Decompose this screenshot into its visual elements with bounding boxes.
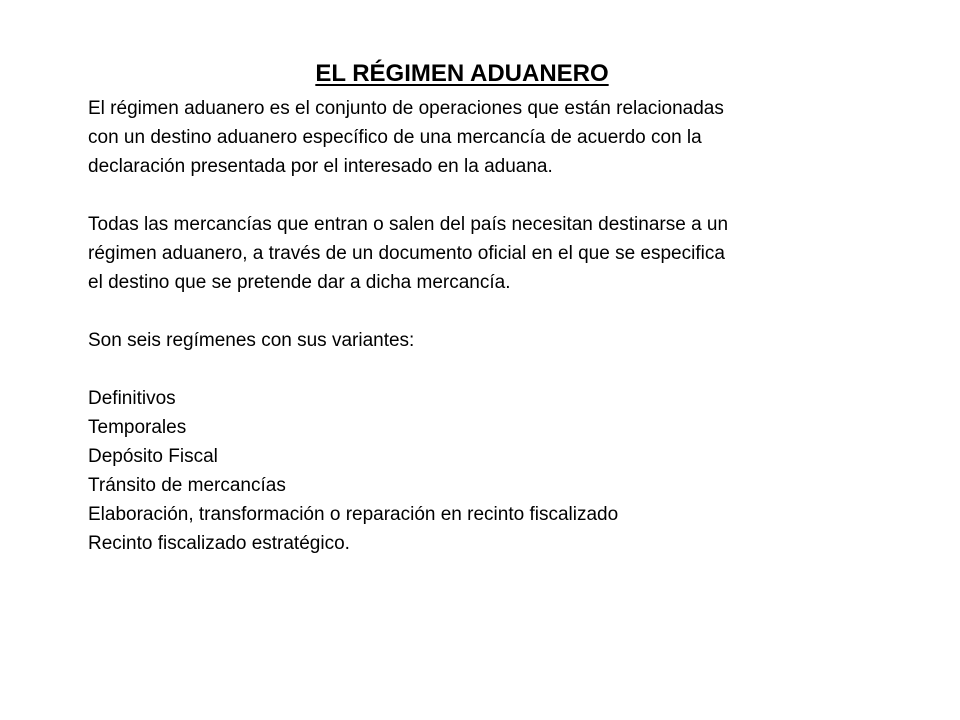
text-line: Son seis regímenes con sus variantes:	[88, 330, 415, 351]
list-item: Elaboración, transformación o reparación en recinto fiscalizado	[88, 504, 619, 525]
list-item: Tránsito de mercancías	[88, 475, 286, 496]
text-line: declaración presentada por el interesado en la aduana.	[88, 156, 553, 177]
text-line: Todas las mercancías que entran o salen del país necesitan destinarse a un	[88, 214, 729, 235]
list-item: Definitivos	[88, 388, 176, 409]
list-item: Temporales	[88, 417, 187, 438]
paragraph-intro-list	[88, 326, 888, 355]
slide-title: EL RÉGIMEN ADUANERO	[315, 60, 609, 87]
text-line: el destino que se pretende dar a dicha mercancía.	[88, 272, 511, 293]
text-line: El régimen aduanero es el conjunto de operaciones que están relacionadas	[88, 98, 724, 119]
slide-body	[88, 94, 888, 558]
paragraph-requirement	[88, 210, 888, 297]
paragraph-definition	[88, 94, 888, 181]
list-item: Depósito Fiscal	[88, 446, 218, 467]
text-line: régimen aduanero, a través de un documento oficial en el que se especifica	[88, 243, 725, 264]
regimes-list	[88, 384, 888, 558]
text-line: con un destino aduanero específico de una mercancía de acuerdo con la	[88, 127, 702, 148]
list-item: Recinto fiscalizado estratégico.	[88, 533, 350, 554]
